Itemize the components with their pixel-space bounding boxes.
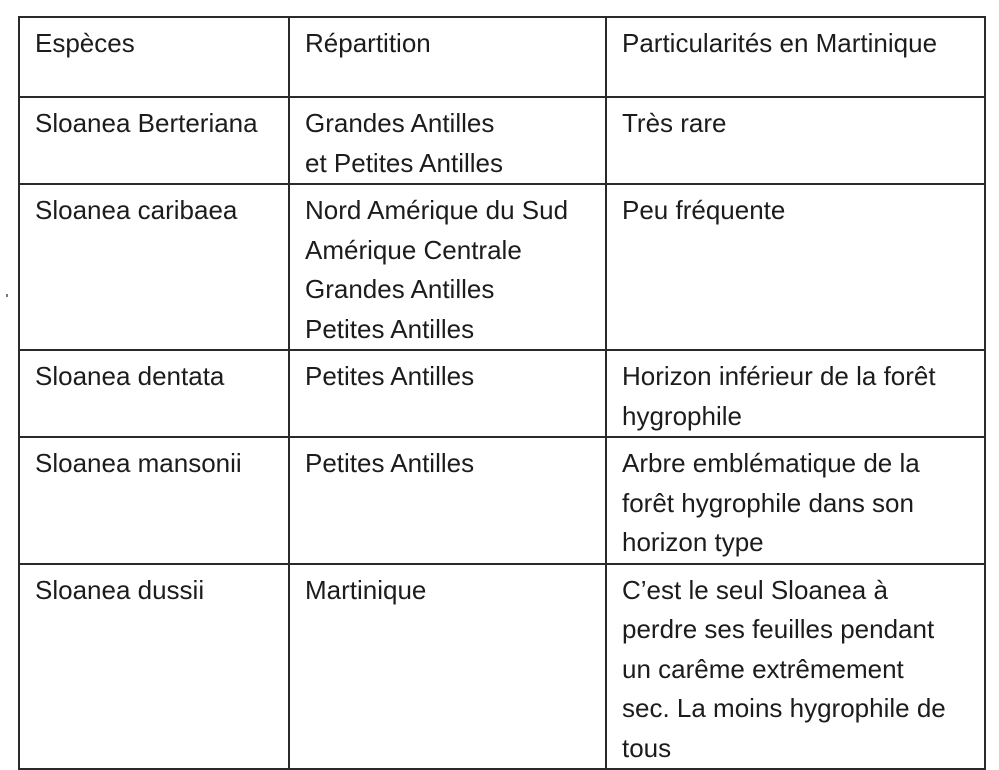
repartition-line: Martinique [305, 574, 427, 605]
particularites-line: hygrophile [622, 400, 742, 431]
particularites-line: sec. La moins hygrophile de [622, 693, 946, 723]
particularites-line: horizon type [622, 527, 764, 557]
cell-repartition [289, 184, 606, 350]
repartition-line: Nord Amérique du Sud [305, 195, 569, 225]
table-row [19, 350, 985, 437]
species-table [18, 16, 986, 770]
stray-mark [6, 294, 8, 297]
repartition-line: Petites Antilles [305, 313, 475, 344]
table-row [19, 184, 985, 350]
cell-espece: Sloanea dussii [19, 564, 289, 770]
cell-espece: Sloanea mansonii [19, 437, 289, 564]
cell-particularites [606, 184, 985, 350]
cell-particularites [606, 437, 985, 564]
cell-espece: Sloanea dentata [19, 350, 289, 437]
particularites-line: C’est le seul Sloanea à [622, 574, 888, 605]
table-header-row [19, 17, 985, 97]
particularites-line: forêt hygrophile dans son [622, 487, 914, 518]
table-row [19, 437, 985, 564]
particularites-line: Arbre emblématique de la [622, 448, 920, 478]
particularites-line: perdre ses feuilles pendant [622, 614, 935, 644]
cell-repartition [289, 97, 606, 184]
cell-espece: Sloanea caribaea [19, 184, 289, 350]
cell-espece: Sloanea Berteriana [19, 97, 289, 184]
repartition-line: et Petites Antilles [305, 147, 503, 178]
particularites-line: un carême extrêmement [622, 653, 904, 684]
particularites-line: tous [622, 732, 672, 763]
cell-particularites [606, 564, 985, 770]
cell-repartition [289, 350, 606, 437]
particularites-line: Horizon inférieur de la forêt [622, 361, 936, 391]
cell-repartition [289, 437, 606, 564]
repartition-line: Grandes Antilles [305, 274, 495, 304]
header-especes: Espèces [19, 17, 289, 97]
repartition-line: Amérique Centrale [305, 234, 522, 265]
table-row [19, 97, 985, 184]
repartition-line: Petites Antilles [305, 448, 475, 478]
header-particularites: Particularités en Martinique [606, 17, 985, 97]
repartition-line: Grandes Antilles [305, 108, 495, 138]
cell-particularites [606, 350, 985, 437]
particularites-line: Très rare [622, 108, 727, 138]
cell-particularites [606, 97, 985, 184]
repartition-line: Petites Antilles [305, 361, 475, 391]
table-row [19, 564, 985, 770]
particularites-line: Peu fréquente [622, 195, 786, 225]
cell-repartition [289, 564, 606, 770]
header-repartition: Répartition [289, 17, 606, 97]
